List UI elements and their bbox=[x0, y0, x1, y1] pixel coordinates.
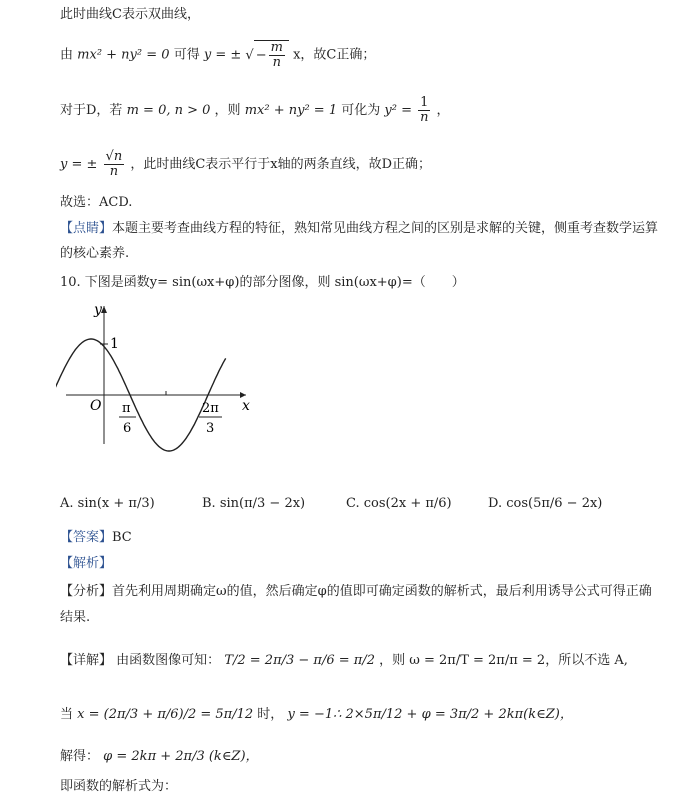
numerator: 1 bbox=[420, 95, 429, 110]
text-line: 的核心素养. bbox=[60, 246, 130, 261]
text-line bbox=[60, 652, 628, 670]
answer-tag: 【答案】 bbox=[60, 530, 113, 545]
section-tag: 【点睛】 bbox=[60, 221, 113, 236]
text-line: 即函数的解析式为： bbox=[60, 779, 178, 794]
origin-label: O bbox=[90, 398, 102, 414]
text-segment: 由 bbox=[60, 47, 74, 63]
text-segment: 本题主要考查曲线方程的特征，熟知常见曲线方程之间的区别是求解的关键，侧重考查数学运算 bbox=[112, 221, 659, 236]
numerator: m bbox=[270, 40, 283, 55]
math-expression: y² = bbox=[384, 103, 412, 118]
fenxi-tag: 【分析】 bbox=[60, 584, 113, 599]
text-segment: ，此时曲线C表示平行于x轴的两条直线，故D正确； bbox=[130, 157, 432, 172]
analysis-heading bbox=[60, 555, 112, 573]
tick-label-three: 3 bbox=[206, 421, 215, 436]
fraction bbox=[104, 150, 125, 179]
text-segment: 由函数图像可知： bbox=[116, 653, 221, 668]
text-line bbox=[60, 583, 652, 601]
denominator: n bbox=[272, 55, 281, 70]
math-expression: mx² + ny² = 1 bbox=[244, 103, 338, 118]
option-b[interactable]: B. sin(π/3 − 2x) bbox=[202, 496, 306, 511]
text-line bbox=[60, 40, 375, 70]
denominator: n bbox=[109, 164, 119, 179]
text-line bbox=[60, 748, 259, 766]
math-expression: m = 0, n > 0 bbox=[126, 103, 211, 118]
text-segment: 对于D，若 bbox=[60, 103, 123, 118]
function-graph bbox=[56, 296, 256, 456]
math-expression: y = ± bbox=[60, 157, 98, 172]
y-axis-label: y bbox=[94, 302, 102, 318]
text-line: 故选：ACD. bbox=[60, 195, 133, 210]
answer-line bbox=[60, 529, 132, 547]
option-a[interactable]: A. sin(x + π/3) bbox=[60, 496, 155, 511]
xiangjie-tag: 【详解】 bbox=[60, 653, 113, 668]
x-axis-label: x bbox=[242, 398, 250, 414]
text-segment: x，故C正确； bbox=[293, 47, 376, 63]
fraction bbox=[418, 96, 430, 125]
numerator: √n bbox=[105, 149, 123, 164]
text-line: 此时曲线C表示双曲线， bbox=[60, 7, 200, 22]
text-segment: ， bbox=[436, 103, 450, 118]
tick-label-pi: π bbox=[122, 401, 131, 416]
text-segment: 首先利用周期确定ω的值，然后确定φ的值即可确定函数的解析式，最后利用诱导公式可得正确 bbox=[112, 584, 652, 599]
tick-label-one: 1 bbox=[110, 336, 119, 352]
math-expression: y = −1∴ 2×5π/12 + φ = 3π/2 + 2kπ(k∈Z)， bbox=[287, 707, 573, 722]
text-segment: 解得： bbox=[60, 749, 100, 764]
text-segment: 时， bbox=[257, 707, 284, 722]
text-segment: 可化为 bbox=[341, 103, 381, 118]
text-segment: 可得 bbox=[173, 47, 200, 63]
option-c[interactable]: C. cos(2x + π/6) bbox=[346, 496, 452, 511]
tick-label-six: 6 bbox=[123, 421, 132, 436]
denominator: n bbox=[420, 110, 429, 125]
tick-label-two-pi: 2π bbox=[202, 401, 219, 416]
math-expression: mx² + ny² = 0 bbox=[77, 47, 170, 63]
math-expression: x = (2π/3 + π/6)/2 = 5π/12 bbox=[77, 707, 254, 722]
math-expression: φ = 2kπ + 2π/3 (k∈Z)， bbox=[103, 749, 259, 764]
math-expression: y = ± bbox=[203, 47, 242, 63]
text-line bbox=[60, 220, 658, 238]
analysis-tag: 【解析】 bbox=[60, 556, 113, 571]
option-d[interactable]: D. cos(5π/6 − 2x) bbox=[488, 496, 603, 511]
text-line: 结果. bbox=[60, 610, 91, 625]
text-line bbox=[60, 150, 431, 179]
math-expression: T/2 = 2π/3 − π/6 = π/2 bbox=[224, 653, 375, 668]
text-line bbox=[60, 96, 450, 125]
fraction bbox=[269, 41, 285, 70]
question-title: 10. 下图是函数y= sin(ωx+φ)的部分图像，则 sin(ωx+φ)=（ ） bbox=[60, 275, 465, 290]
text-segment: ，则 bbox=[214, 103, 241, 118]
sqrt-expression: √ − $\frac{m}{n}$ bbox=[245, 40, 289, 70]
text-line bbox=[60, 706, 573, 724]
answer-value: BC bbox=[112, 530, 132, 545]
text-segment: ，则 ω = 2π/T = 2π/π = 2，所以不选 A, bbox=[379, 653, 628, 668]
text-segment: 当 bbox=[60, 707, 74, 722]
